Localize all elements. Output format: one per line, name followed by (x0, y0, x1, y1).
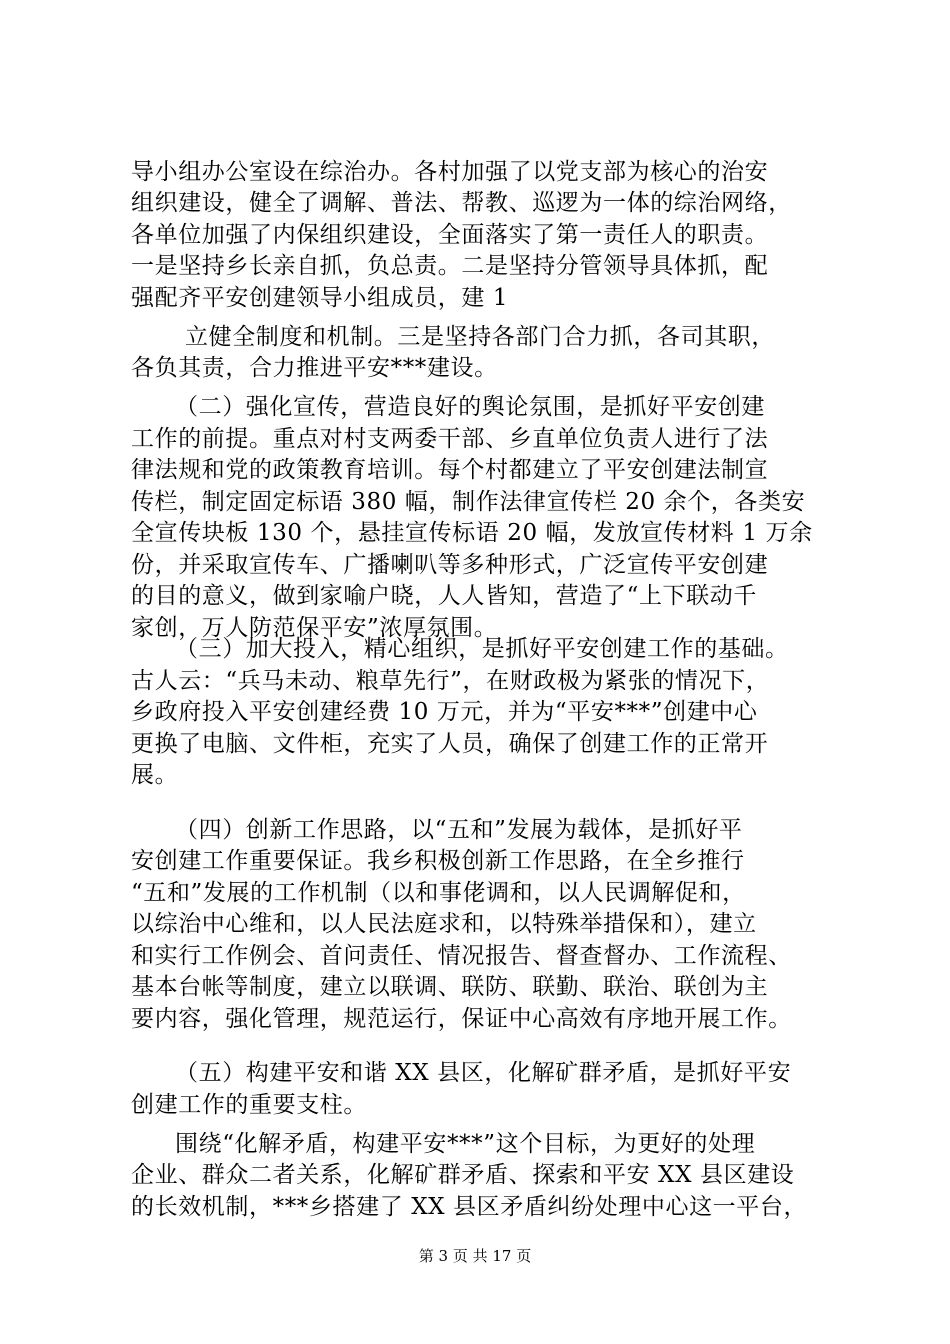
body-line: 以综治中心维和，以人民法庭求和，以特殊举措保和），建立 (131, 911, 757, 937)
body-line: 安创建工作重要保证。我乡积极创新工作思路，在全乡推行 (131, 848, 745, 874)
body-line: 传栏，制定固定标语 380 幅，制作法律宣传栏 20 余个，各类安 (131, 489, 806, 515)
body-line: 古人云：“兵马未动、粮草先行”，在财政极为紧张的情况下， (131, 668, 770, 694)
body-line: 各负其责，合力推进平安***建设。 (131, 355, 498, 381)
body-line: 围绕“化解矛盾，构建平安***”这个目标，为更好的处理 (175, 1131, 756, 1157)
section-heading-line: （四）创新工作思路，以“五和”发展为载体，是抓好平 (175, 817, 743, 843)
body-line: 全宣传块板 130 个，悬挂宣传标语 20 幅，发放宣传材料 1 万余 (131, 520, 813, 546)
section-heading-line: （五）构建平安和谐 XX 县区，化解矿群矛盾，是抓好平安 (175, 1060, 792, 1086)
body-line: 各单位加强了内保组织建设，全面落实了第一责任人的职责。 (131, 222, 769, 248)
body-line: 创建工作的重要支柱。 (131, 1092, 367, 1118)
body-line: 的长效机制，***乡搭建了 XX 县区矛盾纠纷处理中心这一平台， (131, 1194, 808, 1220)
section-heading-line: （二）强化宣传，营造良好的舆论氛围，是抓好平安创建 (175, 394, 765, 420)
body-line: 家创，万人防范保平安”浓厚氛围。 (131, 615, 498, 641)
body-line: 立健全制度和机制。三是坚持各部门合力抓，各司其职， (185, 324, 775, 350)
body-line: 基本台帐等制度，建立以联调、联防、联勤、联治、联创为主 (131, 974, 769, 1000)
body-line: 企业、群众二者关系，化解矿群矛盾、探索和平安 XX 县区建设 (131, 1162, 795, 1188)
body-line: 的目的意义，做到家喻户晓，人人皆知，营造了“上下联动千 (131, 583, 757, 609)
page-footer: 第 3 页 共 17 页 (418, 1247, 532, 1265)
body-line: 和实行工作例会、首问责任、情况报告、督查督办、工作流程、 (131, 943, 792, 969)
body-line: 更换了电脑、文件柜，充实了人员，确保了创建工作的正常开 (131, 731, 769, 757)
body-line: “五和”发展的工作机制（以和事佬调和，以人民调解促和， (131, 880, 746, 906)
body-line: 一是坚持乡长亲自抓，负总责。二是坚持分管领导具体抓，配 (131, 253, 769, 279)
body-line: 份，并采取宣传车、广播喇叭等多种形式，广泛宣传平安创建 (131, 552, 769, 578)
body-line: 要内容，强化管理，规范运行，保证中心高效有序地开展工作。 (131, 1006, 792, 1032)
body-line: 组织建设，健全了调解、普法、帮教、巡逻为一体的综治网络， (131, 190, 792, 216)
body-line: 乡政府投入平安创建经费 10 万元，并为“平安***”创建中心 (131, 699, 758, 725)
body-line: 导小组办公室设在综治办。各村加强了以党支部为核心的治安 (131, 159, 769, 185)
body-line: 展。 (131, 762, 179, 788)
body-line: 律法规和党的政策教育培训。每个村都建立了平安创建法制宣 (131, 457, 769, 483)
body-line: 强配齐平安创建领导小组成员，建 1 (131, 285, 509, 311)
body-line: 工作的前提。重点对村支两委干部、乡直单位负责人进行了法 (131, 426, 769, 452)
section-heading-line: （三）加大投入，精心组织，是抓好平安创建工作的基础。 (175, 636, 789, 662)
